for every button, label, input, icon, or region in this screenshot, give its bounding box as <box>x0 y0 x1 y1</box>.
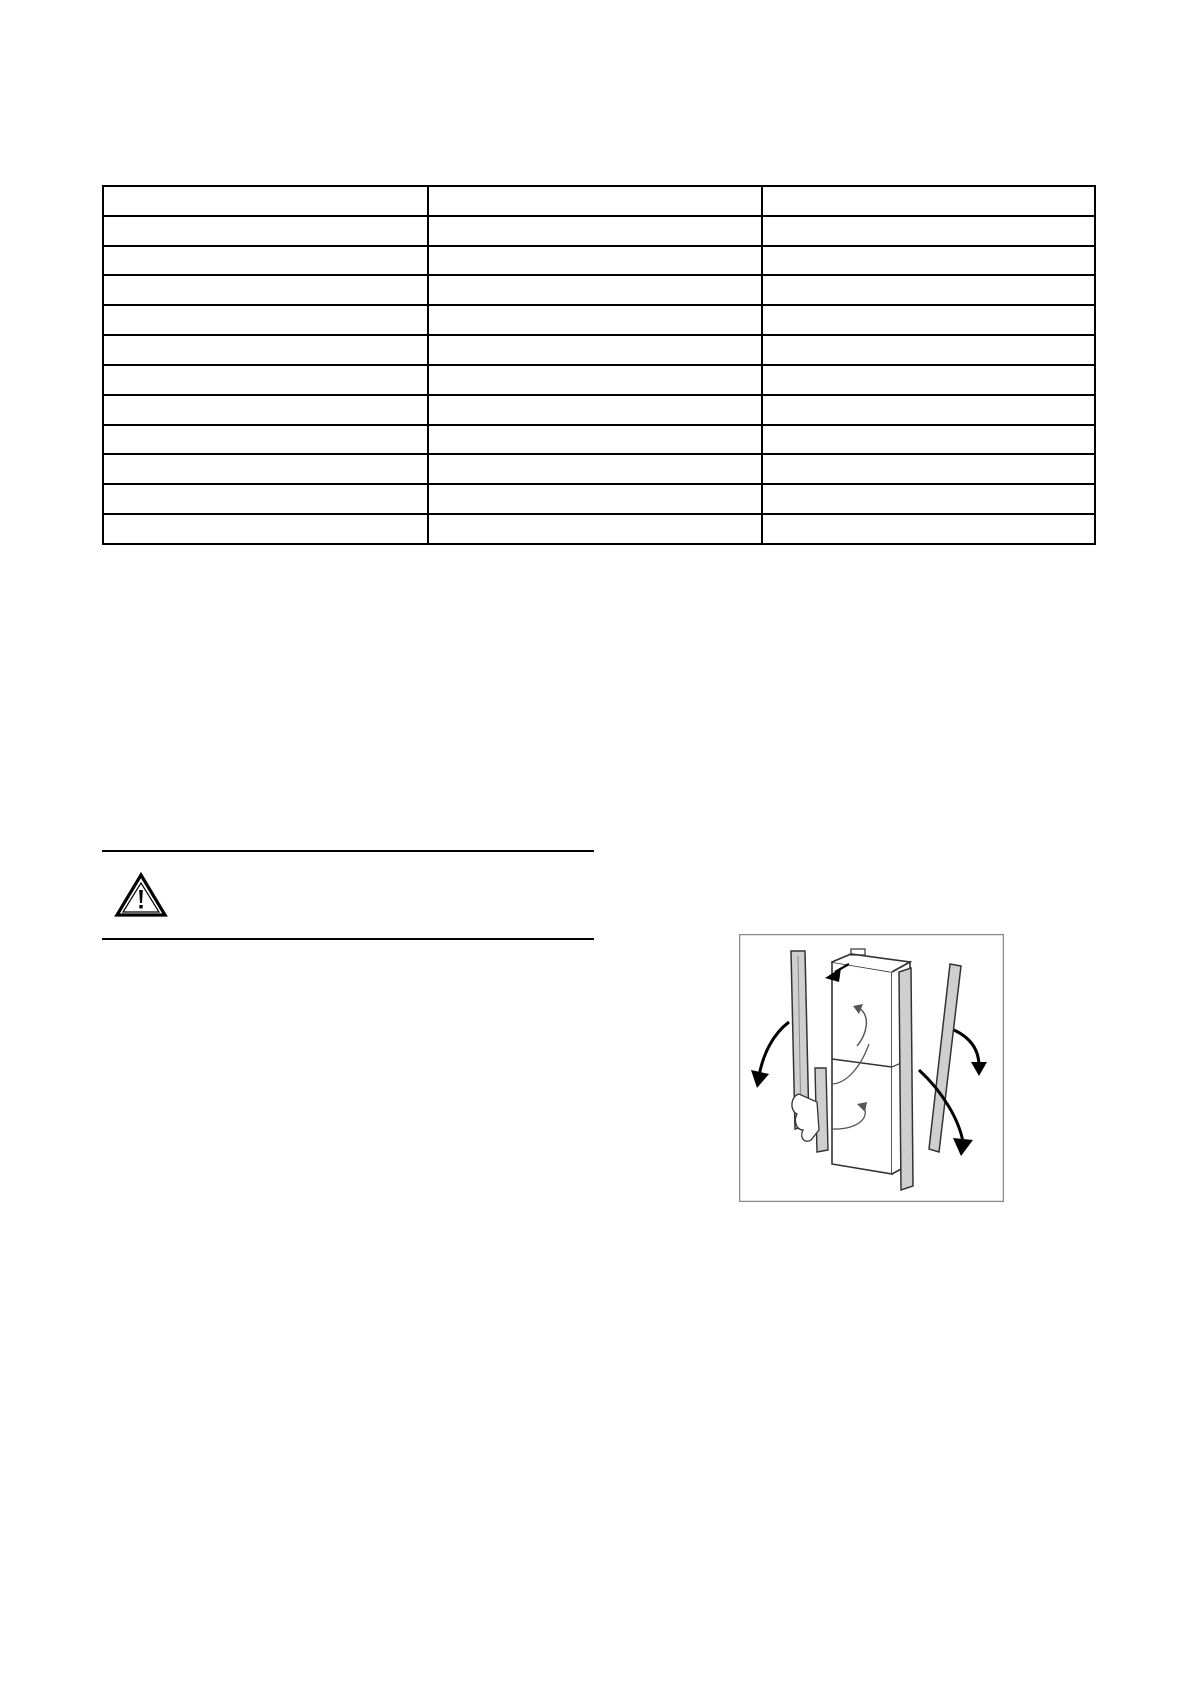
warning-triangle-icon <box>114 872 168 918</box>
table-cell <box>428 365 762 395</box>
table-row <box>103 216 1095 246</box>
table-cell <box>428 186 762 216</box>
table-cell <box>762 246 1095 276</box>
table-cell <box>103 395 428 425</box>
table-cell <box>428 484 762 514</box>
table-cell <box>762 484 1095 514</box>
table-cell <box>428 246 762 276</box>
table-cell <box>103 186 428 216</box>
table-row <box>103 186 1095 216</box>
table-cell <box>428 454 762 484</box>
table-cell <box>103 484 428 514</box>
table-cell <box>103 454 428 484</box>
table-cell <box>762 216 1095 246</box>
warning-bottom-rule <box>102 938 594 940</box>
table-cell <box>762 186 1095 216</box>
table-cell <box>762 305 1095 335</box>
table-cell <box>762 395 1095 425</box>
warning-top-rule <box>102 850 594 852</box>
table-cell <box>103 305 428 335</box>
table-row <box>103 275 1095 305</box>
table-row <box>103 365 1095 395</box>
specification-table-body <box>103 186 1095 544</box>
table-cell <box>103 365 428 395</box>
table-cell <box>103 335 428 365</box>
table-cell <box>428 275 762 305</box>
table-cell <box>428 514 762 544</box>
table-cell <box>428 305 762 335</box>
table-cell <box>103 246 428 276</box>
table-cell <box>762 335 1095 365</box>
table-row <box>103 484 1095 514</box>
table-cell <box>762 275 1095 305</box>
table-row <box>103 335 1095 365</box>
table-row <box>103 246 1095 276</box>
specification-table <box>102 185 1096 545</box>
table-cell <box>428 395 762 425</box>
table-cell <box>762 454 1095 484</box>
table-row <box>103 395 1095 425</box>
table-cell <box>103 275 428 305</box>
table-cell <box>762 425 1095 455</box>
table-cell <box>103 216 428 246</box>
table-row <box>103 514 1095 544</box>
table-cell <box>103 425 428 455</box>
table-row <box>103 305 1095 335</box>
table-cell <box>103 514 428 544</box>
refrigerator-door-seal-removal-icon <box>739 934 1004 1202</box>
table-cell <box>762 365 1095 395</box>
table-cell <box>428 425 762 455</box>
table-row <box>103 425 1095 455</box>
table-cell <box>428 216 762 246</box>
table-cell <box>762 514 1095 544</box>
table-row <box>103 454 1095 484</box>
table-cell <box>428 335 762 365</box>
